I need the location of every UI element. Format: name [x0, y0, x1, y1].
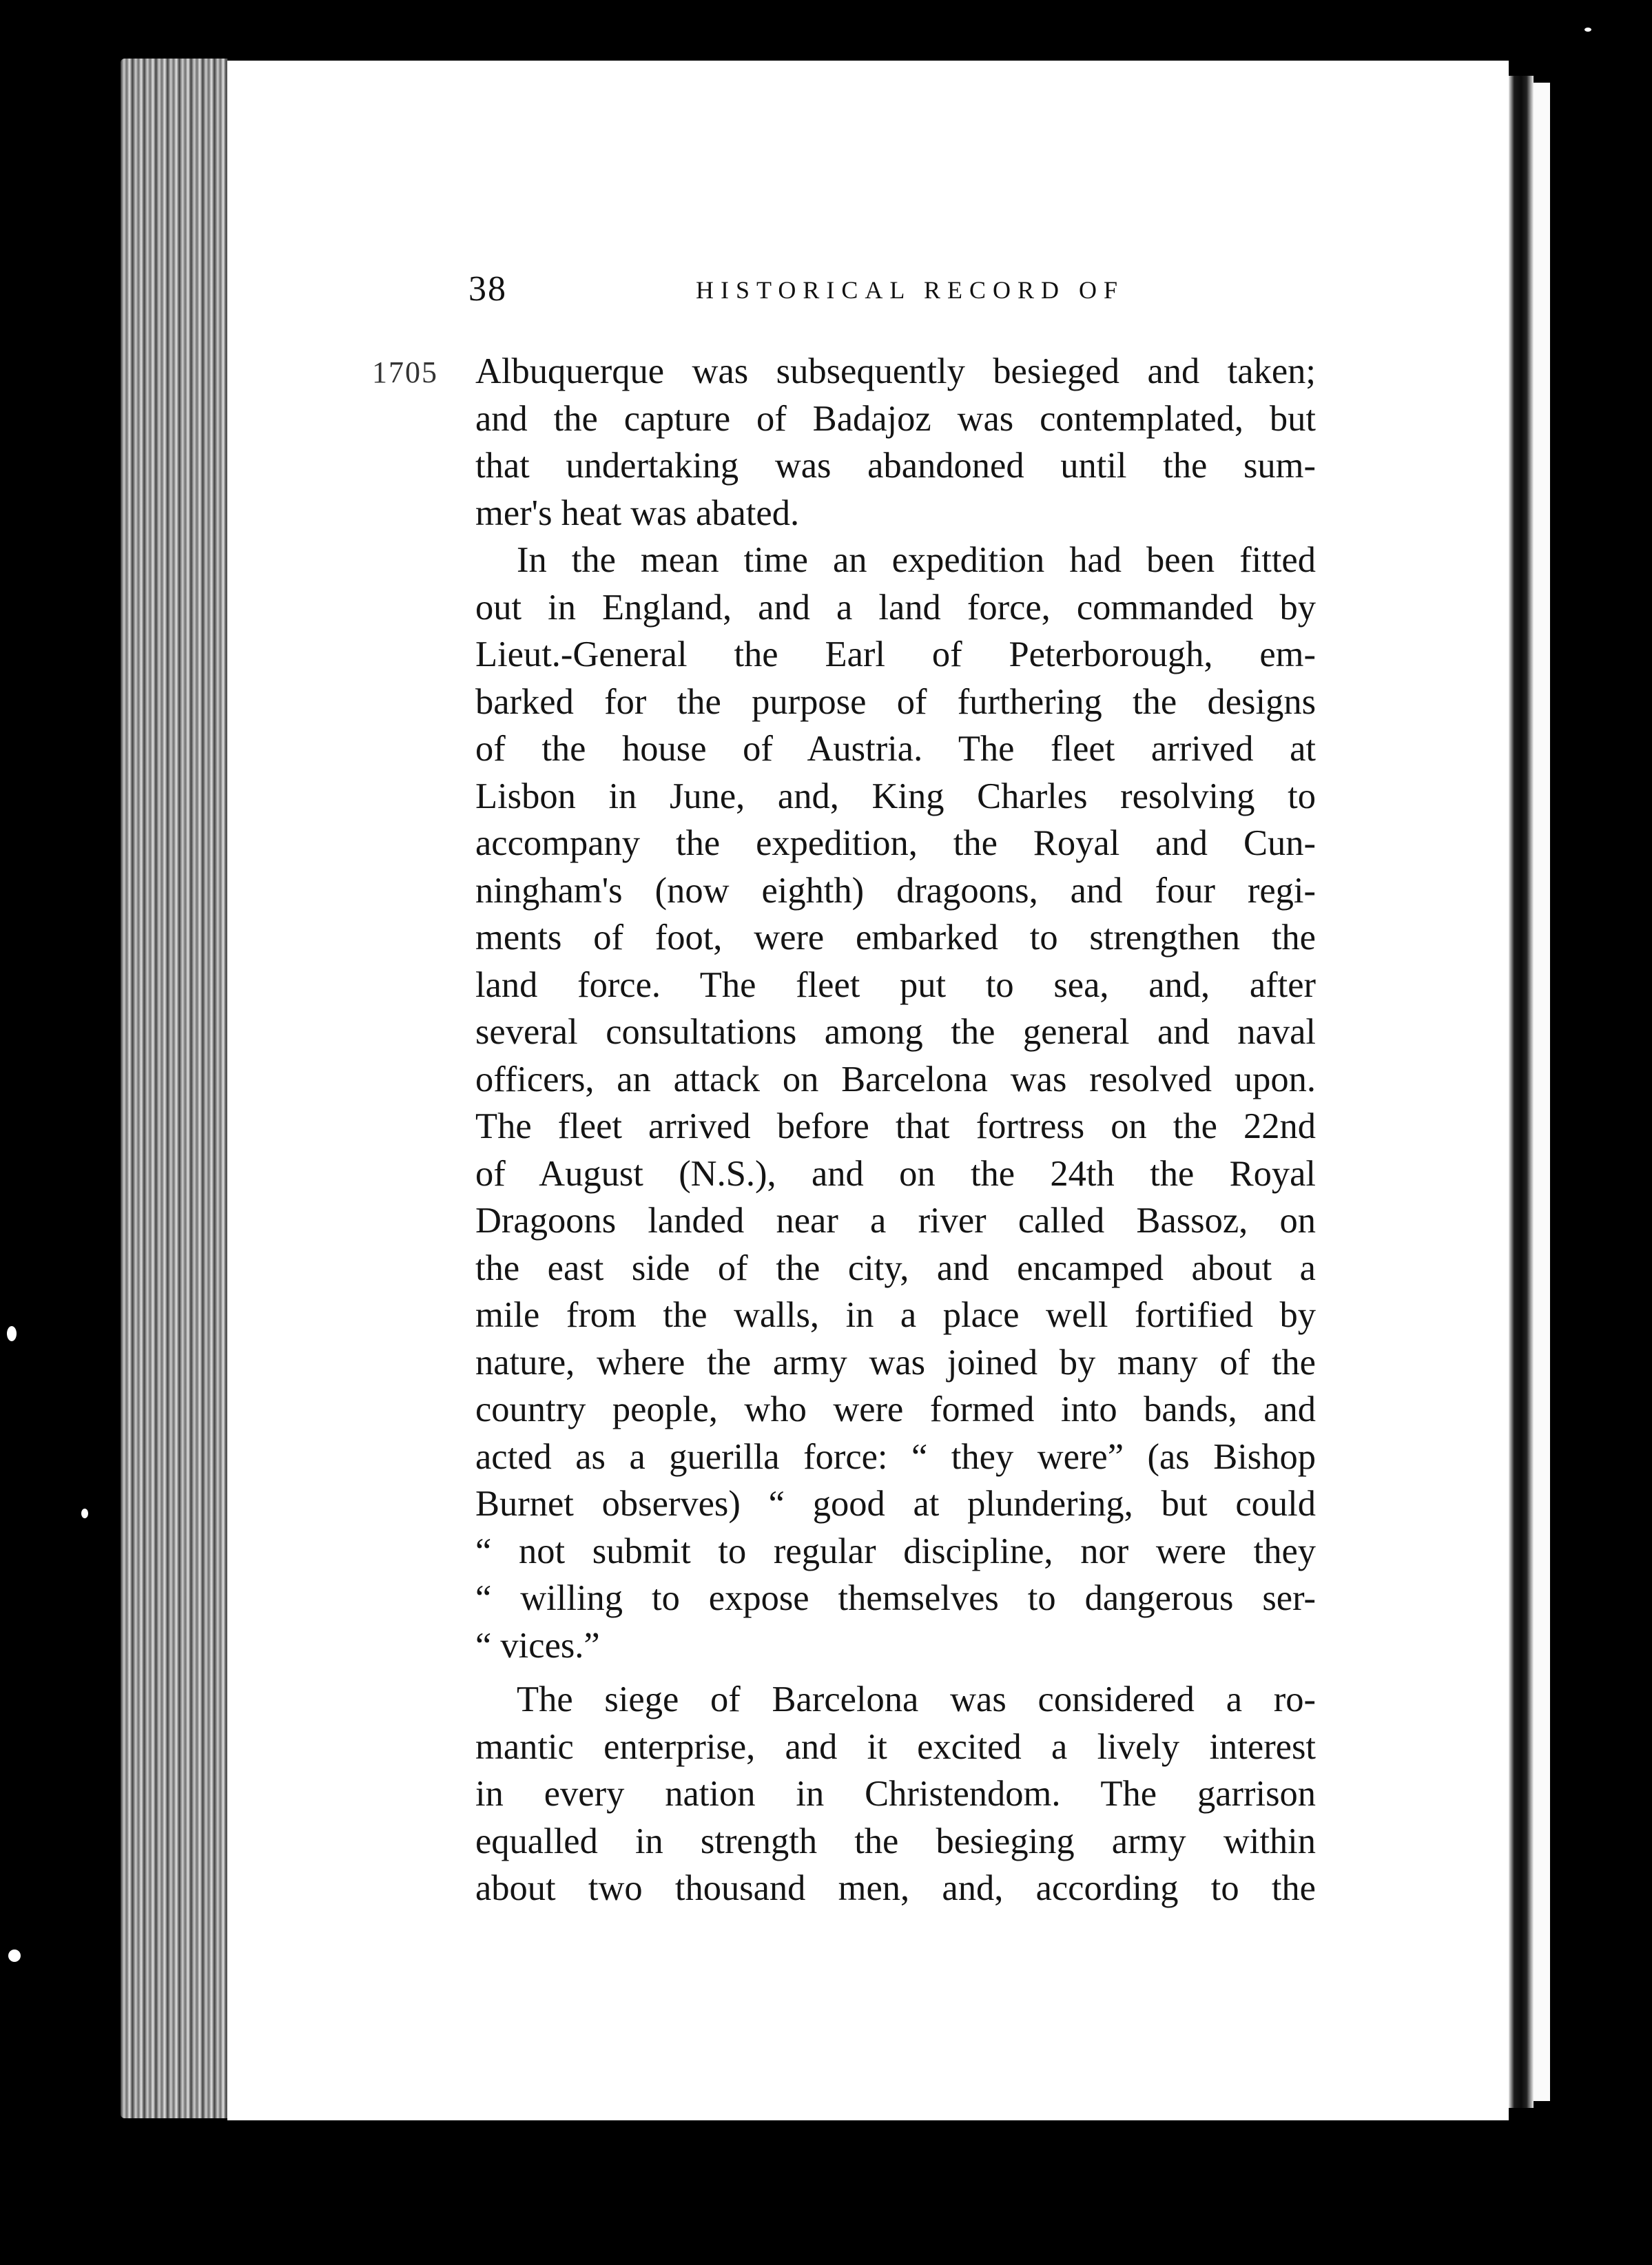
text-line: about two thousand men, and, according to the	[475, 1868, 1316, 1908]
facing-page-edge	[1534, 83, 1550, 2101]
text-line: Dragoons landed near a river called Bassoz, on	[475, 1201, 1316, 1241]
text-line: Lisbon in June, and, King Charles resolving to	[475, 776, 1316, 816]
page-number: 38	[468, 269, 507, 309]
text-line: of August (N.S.), and on the 24th the Royal	[475, 1153, 1316, 1194]
scan-speck	[8, 1949, 21, 1962]
text-line: the east side of the city, and encamped about a	[475, 1248, 1316, 1288]
text-line: mer's heat was abated.	[475, 493, 800, 533]
text-line: ments of foot, were embarked to strengthen the	[475, 918, 1316, 958]
text-line: country people, who were formed into bands, and	[475, 1389, 1316, 1429]
book-binding	[1509, 76, 1534, 2108]
text-line: mantic enterprise, and it excited a lively interest	[475, 1726, 1316, 1767]
running-head-title: HISTORICAL RECORD OF	[696, 276, 1125, 304]
text-line: Lieut.-General the Earl of Peterborough, em-	[475, 634, 1316, 674]
text-line: Albuquerque was subsequently besieged and taken;	[475, 351, 1316, 391]
text-line: mile from the walls, in a place well fortified by	[475, 1295, 1316, 1335]
paragraph	[475, 537, 1316, 1669]
text-line: Burnet observes) “ good at plundering, but could	[475, 1484, 1316, 1524]
text-line: “ willing to expose themselves to dangerous ser-	[475, 1578, 1316, 1618]
paragraph	[475, 348, 1316, 537]
scan-speck	[81, 1509, 88, 1518]
text-line: and the capture of Badajoz was contemplated, but	[475, 398, 1316, 439]
text-line: out in England, and a land force, commanded by	[475, 587, 1316, 628]
scan-speck	[7, 1326, 17, 1341]
text-line: ningham's (now eighth) dragoons, and four regi-	[475, 870, 1316, 911]
text-line: barked for the purpose of furthering the designs	[475, 681, 1316, 722]
text-line: “ vices.”	[475, 1625, 600, 1666]
running-head	[468, 269, 1364, 310]
text-line: officers, an attack on Barcelona was resolved upon.	[475, 1059, 1316, 1099]
text-line: of the house of Austria. The fleet arrived at	[475, 729, 1316, 769]
text-line: The siege of Barcelona was considered a ro-	[517, 1679, 1316, 1719]
scan-speck	[1584, 28, 1591, 32]
text-line: “ not submit to regular discipline, nor were they	[475, 1531, 1316, 1571]
text-line: The fleet arrived before that fortress on the 22nd	[475, 1106, 1316, 1146]
page-edge-stack	[121, 59, 227, 2118]
text-line: several consultations among the general and naval	[475, 1012, 1316, 1052]
text-line: acted as a guerilla force: “ they were” (as Bishop	[475, 1436, 1316, 1477]
body-text	[475, 348, 1316, 1912]
text-line: equalled in strength the besieging army within	[475, 1821, 1316, 1861]
text-line: in every nation in Christendom. The garrison	[475, 1774, 1316, 1814]
text-line: that undertaking was abandoned until the sum-	[475, 446, 1316, 486]
paragraph	[475, 1676, 1316, 1912]
text-line: accompany the expedition, the Royal and Cun-	[475, 823, 1316, 863]
text-line: land force. The fleet put to sea, and, after	[475, 964, 1316, 1005]
text-line: nature, where the army was joined by many of the	[475, 1342, 1316, 1383]
text-line: In the mean time an expedition had been fitted	[517, 540, 1316, 580]
margin-year: 1705	[372, 355, 438, 389]
